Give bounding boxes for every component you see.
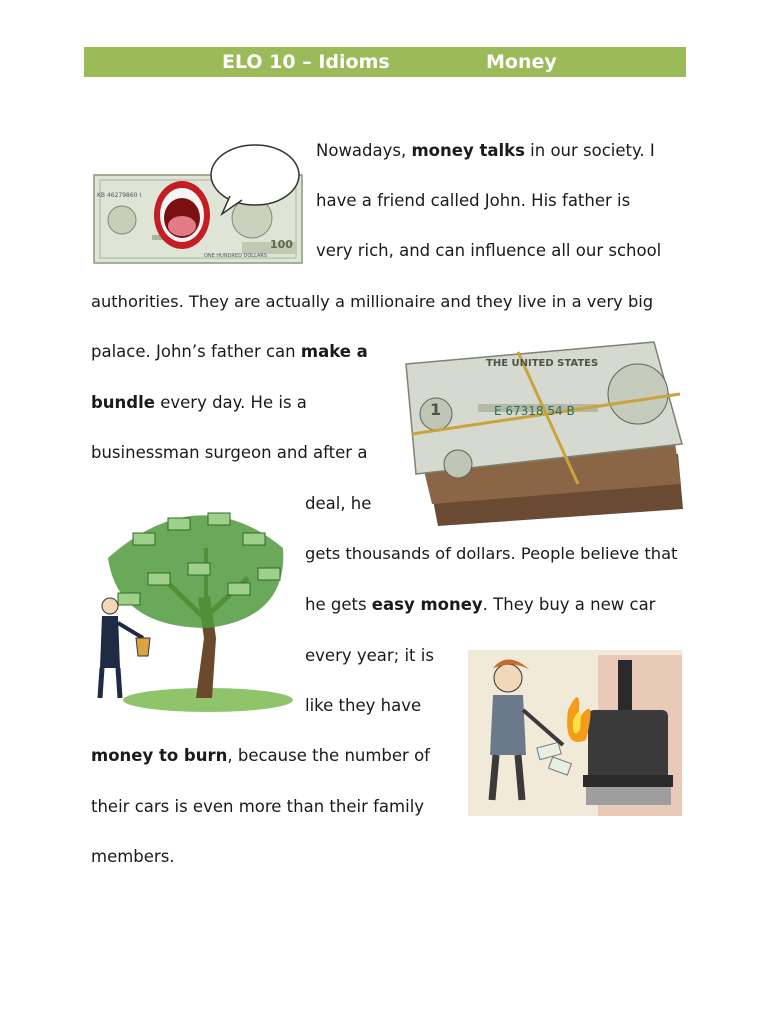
paragraph-line: like they have [305,696,422,715]
paragraph-line: gets thousands of dollars. People believe that [305,544,678,563]
paragraph-line: money to burn, because the number of [91,746,430,765]
paragraph-line: palace. John’s father can make a [91,342,368,361]
paragraph-line: authorities. They are actually a millionaire and they live in a very big [91,292,654,311]
paragraph-line: have a friend called John. His father is [316,191,631,210]
paragraph-line: very rich, and can influence all our school [316,241,662,260]
idiom-make-a-bundle-part1: make a [300,342,368,361]
paragraph-line: businessman surgeon and after a [91,443,368,462]
dollar-bundle-image [398,334,690,530]
paragraph-line: bundle every day. He is a [91,393,307,412]
talking-banknote-image [92,140,304,266]
paragraph-line: their cars is even more than their family [91,797,425,816]
money-tree-image [88,488,294,718]
title-banner [84,47,686,77]
title-left: ELO 10 – Idioms [222,51,390,73]
idiom-money-to-burn: money to burn [91,746,228,765]
bundle-top-text: THE UNITED STATES [486,358,599,369]
paragraph-line: every year; it is [305,646,434,665]
idiom-easy-money: easy money [371,595,483,614]
idiom-money-talks: money talks [411,141,525,160]
paragraph-line: members. [91,847,175,866]
idiom-make-a-bundle-part2: bundle [91,393,155,412]
paragraph-line: Nowadays, money talks in our society. I [316,141,655,160]
bundle-serial: E 67318 54 B [494,404,575,418]
bundle-corner-number: 1 [430,400,442,419]
banknote-serial: KB 46279860 I [97,192,142,199]
banknote-text: ONE HUNDRED DOLLARS [204,253,268,259]
burning-money-image [468,650,682,816]
paragraph-line: deal, he [305,494,372,513]
paragraph-line: he gets easy money. They buy a new car [305,595,656,614]
title-right: Money [486,51,557,73]
banknote-corner-number: 100 [270,238,293,251]
